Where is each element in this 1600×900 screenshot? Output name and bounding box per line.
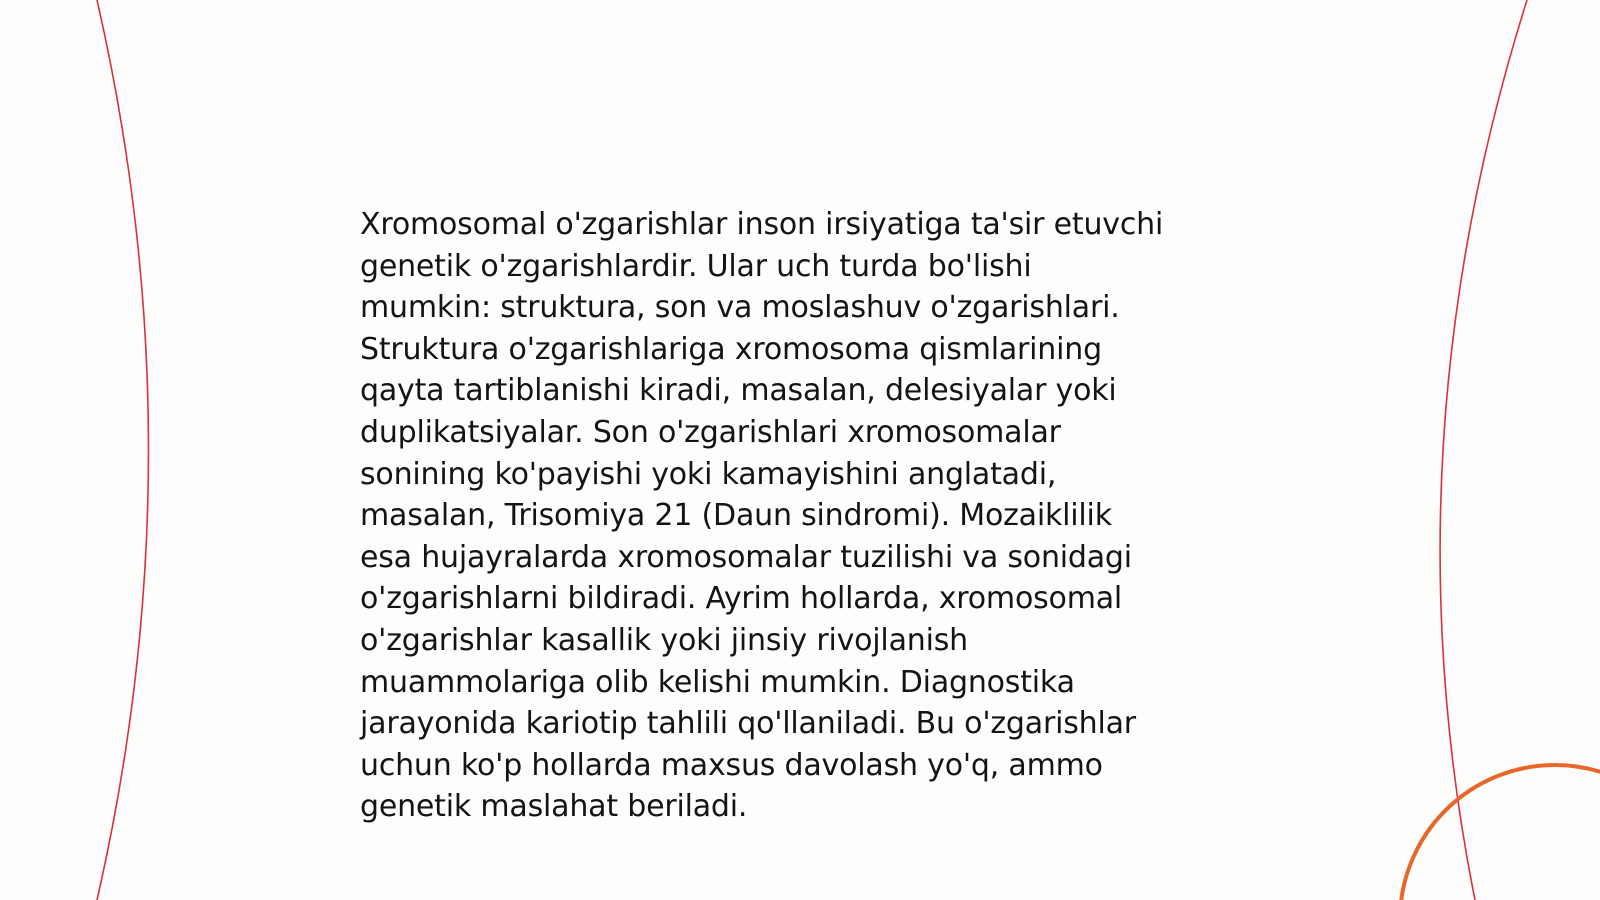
body-paragraph: Xromosomal o'zgarishlar inson irsiyatiga ta'sir etuvchi genetik o'zgarishlardir. Ular uch turda bo'lishi mumkin: struktura, son va moslashuv o'zgarishlari. Struktura o'zgarishlariga xromosoma qismlarining qayta tartiblanishi kiradi, masalan, delesiyalar yoki duplikatsiyalar. Son o'zgarishlari xromosomalar sonining ko'payishi yoki kamayishini anglatadi, masalan, Trisomiya 21 (Daun sindromi). Mozaiklilik esa hujayralarda xromosomalar tuzilishi va sonidagi o'zgarishlarni bildiradi. Ayrim hollarda, xromosomal o'zgarishlar kasallik yoki jinsiy rivojlanish muammolariga olib kelishi mumkin. Diagnostika jarayonida kariotip tahlili qo'llaniladi. Bu o'zgarishlar uchun ko'p hollarda maxsus davolash yo'q, ammo genetik maslahat beriladi. [360, 207, 1164, 825]
orange-circle-outline [1400, 765, 1600, 900]
left-curve-line [97, 0, 149, 900]
right-curve-line [1440, 0, 1527, 900]
